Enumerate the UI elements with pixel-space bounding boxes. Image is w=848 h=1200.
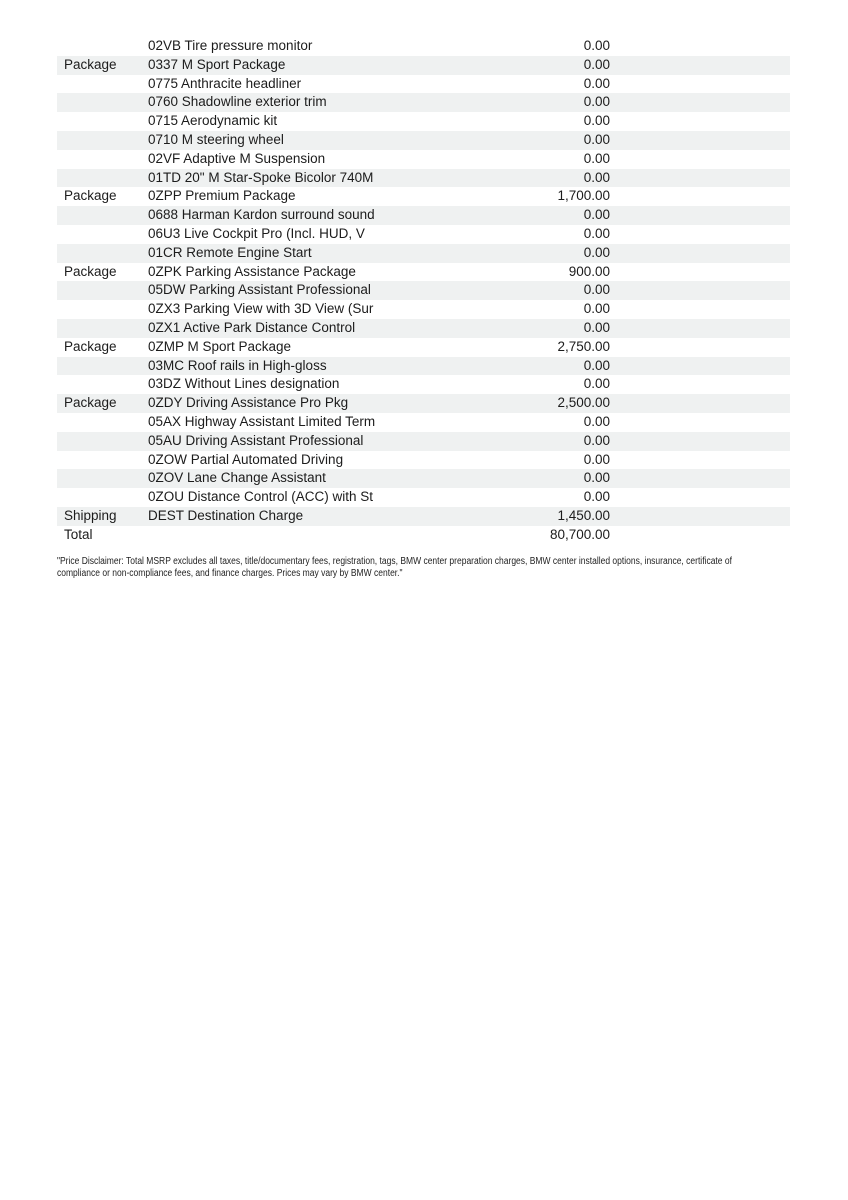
filler-cell (610, 451, 790, 470)
item-cell: 0715 Aerodynamic kit (148, 113, 278, 129)
price-cell: 0.00 (583, 150, 610, 166)
filler-cell (610, 187, 790, 206)
table-row (57, 112, 790, 131)
price-cell: 0.00 (583, 225, 610, 241)
item-cell: 0ZDY Driving Assistance Pro Pkg (148, 395, 349, 411)
table-row (57, 469, 790, 488)
item-cell: 05DW Parking Assistant Professional (148, 282, 371, 298)
filler-cell (610, 131, 790, 150)
category-cell (57, 93, 148, 112)
table-row (57, 150, 790, 169)
price-cell: 0.00 (583, 131, 610, 147)
price-cell: 1,700.00 (557, 188, 610, 204)
table-row (57, 357, 790, 376)
filler-cell (610, 37, 790, 56)
item-cell: 0337 M Sport Package (148, 56, 286, 72)
item-cell: 06U3 Live Cockpit Pro (Incl. HUD, V (148, 225, 365, 241)
filler-cell (610, 93, 790, 112)
item-cell: 0ZOW Partial Automated Driving (148, 451, 344, 467)
price-disclaimer (57, 556, 797, 581)
table-row (57, 93, 790, 112)
price-cell: 0.00 (583, 244, 610, 260)
category-cell (57, 112, 148, 131)
price-cell: 0.00 (583, 75, 610, 91)
price-cell: 2,750.00 (557, 338, 610, 354)
price-cell: 0.00 (583, 207, 610, 223)
table-row (57, 263, 790, 282)
category-cell (57, 319, 148, 338)
filler-cell (610, 469, 790, 488)
table-row (57, 451, 790, 470)
filler-cell (610, 112, 790, 131)
table-row (57, 225, 790, 244)
category-cell: Package (64, 188, 117, 204)
category-cell (57, 451, 148, 470)
table-row (57, 507, 790, 526)
table-row (57, 432, 790, 451)
category-cell (57, 432, 148, 451)
table-row (57, 394, 790, 413)
disclaimer-line-2: compliance or non-compliance fees, and finance charges. Prices may vary by BMW center." (57, 568, 403, 580)
table-row (57, 206, 790, 225)
filler-cell (610, 281, 790, 300)
filler-cell (610, 75, 790, 94)
table-row (57, 56, 790, 75)
item-cell: 01TD 20" M Star-Spoke Bicolor 740M (148, 169, 374, 185)
filler-cell (610, 432, 790, 451)
price-cell: 0.00 (583, 38, 610, 53)
table-row (57, 131, 790, 150)
item-cell: 05AU Driving Assistant Professional (148, 432, 364, 448)
filler-cell (610, 169, 790, 188)
price-cell: 0.00 (583, 413, 610, 429)
filler-cell (610, 413, 790, 432)
table-row (57, 413, 790, 432)
item-cell (148, 526, 450, 545)
filler-cell (610, 263, 790, 282)
category-cell (57, 131, 148, 150)
price-cell: 0.00 (583, 113, 610, 129)
item-cell: 0ZPP Premium Package (148, 188, 296, 204)
filler-cell (610, 488, 790, 507)
table-row (57, 244, 790, 263)
category-cell: Total (64, 526, 93, 542)
table-row (57, 300, 790, 319)
category-cell (57, 469, 148, 488)
item-cell: 0ZX3 Parking View with 3D View (Sur (148, 301, 374, 317)
item-cell: 02VB Tire pressure monitor (148, 38, 313, 53)
item-cell: 01CR Remote Engine Start (148, 244, 312, 260)
table-row (57, 187, 790, 206)
category-cell (57, 169, 148, 188)
price-cell: 0.00 (583, 489, 610, 505)
category-cell: Package (64, 338, 117, 354)
filler-cell (610, 357, 790, 376)
category-cell (57, 375, 148, 394)
table-row (57, 281, 790, 300)
price-cell: 0.00 (583, 94, 610, 110)
filler-cell (610, 206, 790, 225)
price-cell: 0.00 (583, 319, 610, 335)
item-cell: 02VF Adaptive M Suspension (148, 150, 326, 166)
category-cell: Package (64, 395, 117, 411)
disclaimer-line-1: "Price Disclaimer: Total MSRP excludes all taxes, title/documentary fees, registration, tags, BMW center preparation charges, BMW center installed options, insurance, certificate of (57, 556, 732, 567)
filler-cell (610, 56, 790, 75)
item-cell: 0ZPK Parking Assistance Package (148, 263, 356, 279)
price-cell: 0.00 (583, 301, 610, 317)
price-cell: 0.00 (583, 282, 610, 298)
filler-cell (610, 225, 790, 244)
filler-cell (610, 244, 790, 263)
category-cell (57, 357, 148, 376)
table-row (57, 37, 790, 56)
filler-cell (610, 375, 790, 394)
category-cell (57, 150, 148, 169)
price-cell: 0.00 (583, 432, 610, 448)
filler-cell (610, 338, 790, 357)
table-row (57, 375, 790, 394)
category-cell (57, 300, 148, 319)
item-cell: 05AX Highway Assistant Limited Term (148, 413, 376, 429)
price-cell: 0.00 (583, 470, 610, 486)
filler-cell (610, 319, 790, 338)
price-cell: 80,700.00 (549, 526, 610, 542)
price-cell: 900.00 (568, 263, 610, 279)
category-cell: Shipping (64, 507, 117, 523)
item-cell: 03MC Roof rails in High-gloss (148, 357, 327, 373)
price-cell: 0.00 (583, 451, 610, 467)
price-cell: 0.00 (583, 56, 610, 72)
category-cell (57, 488, 148, 507)
filler-cell (610, 507, 790, 526)
category-cell (57, 37, 148, 56)
price-cell: 1,450.00 (557, 507, 610, 523)
item-cell: 0760 Shadowline exterior trim (148, 94, 327, 110)
price-cell: 0.00 (583, 169, 610, 185)
filler-cell (610, 394, 790, 413)
table-row (57, 319, 790, 338)
table-row (57, 75, 790, 94)
item-cell: 0ZMP M Sport Package (148, 338, 292, 354)
item-cell: 03DZ Without Lines designation (148, 376, 340, 392)
category-cell (57, 225, 148, 244)
item-cell: 0ZOV Lane Change Assistant (148, 470, 326, 486)
table-row (57, 338, 790, 357)
category-cell (57, 244, 148, 263)
item-cell: 0ZX1 Active Park Distance Control (148, 319, 356, 335)
table-row (57, 526, 790, 545)
filler-cell (610, 526, 790, 545)
category-cell (57, 206, 148, 225)
category-cell (57, 413, 148, 432)
price-cell: 0.00 (583, 376, 610, 392)
category-cell (57, 281, 148, 300)
category-cell (57, 75, 148, 94)
table-row (57, 488, 790, 507)
item-cell: 0775 Anthracite headliner (148, 75, 302, 91)
vehicle-options-table (57, 37, 790, 545)
item-cell: 0688 Harman Kardon surround sound (148, 207, 375, 223)
price-cell: 2,500.00 (557, 395, 610, 411)
filler-cell (610, 150, 790, 169)
category-cell: Package (64, 56, 117, 72)
table-row (57, 169, 790, 188)
category-cell: Package (64, 263, 117, 279)
filler-cell (610, 300, 790, 319)
item-cell: 0ZOU Distance Control (ACC) with St (148, 489, 374, 505)
price-cell: 0.00 (583, 357, 610, 373)
item-cell: 0710 M steering wheel (148, 131, 284, 147)
item-cell: DEST Destination Charge (148, 507, 304, 523)
